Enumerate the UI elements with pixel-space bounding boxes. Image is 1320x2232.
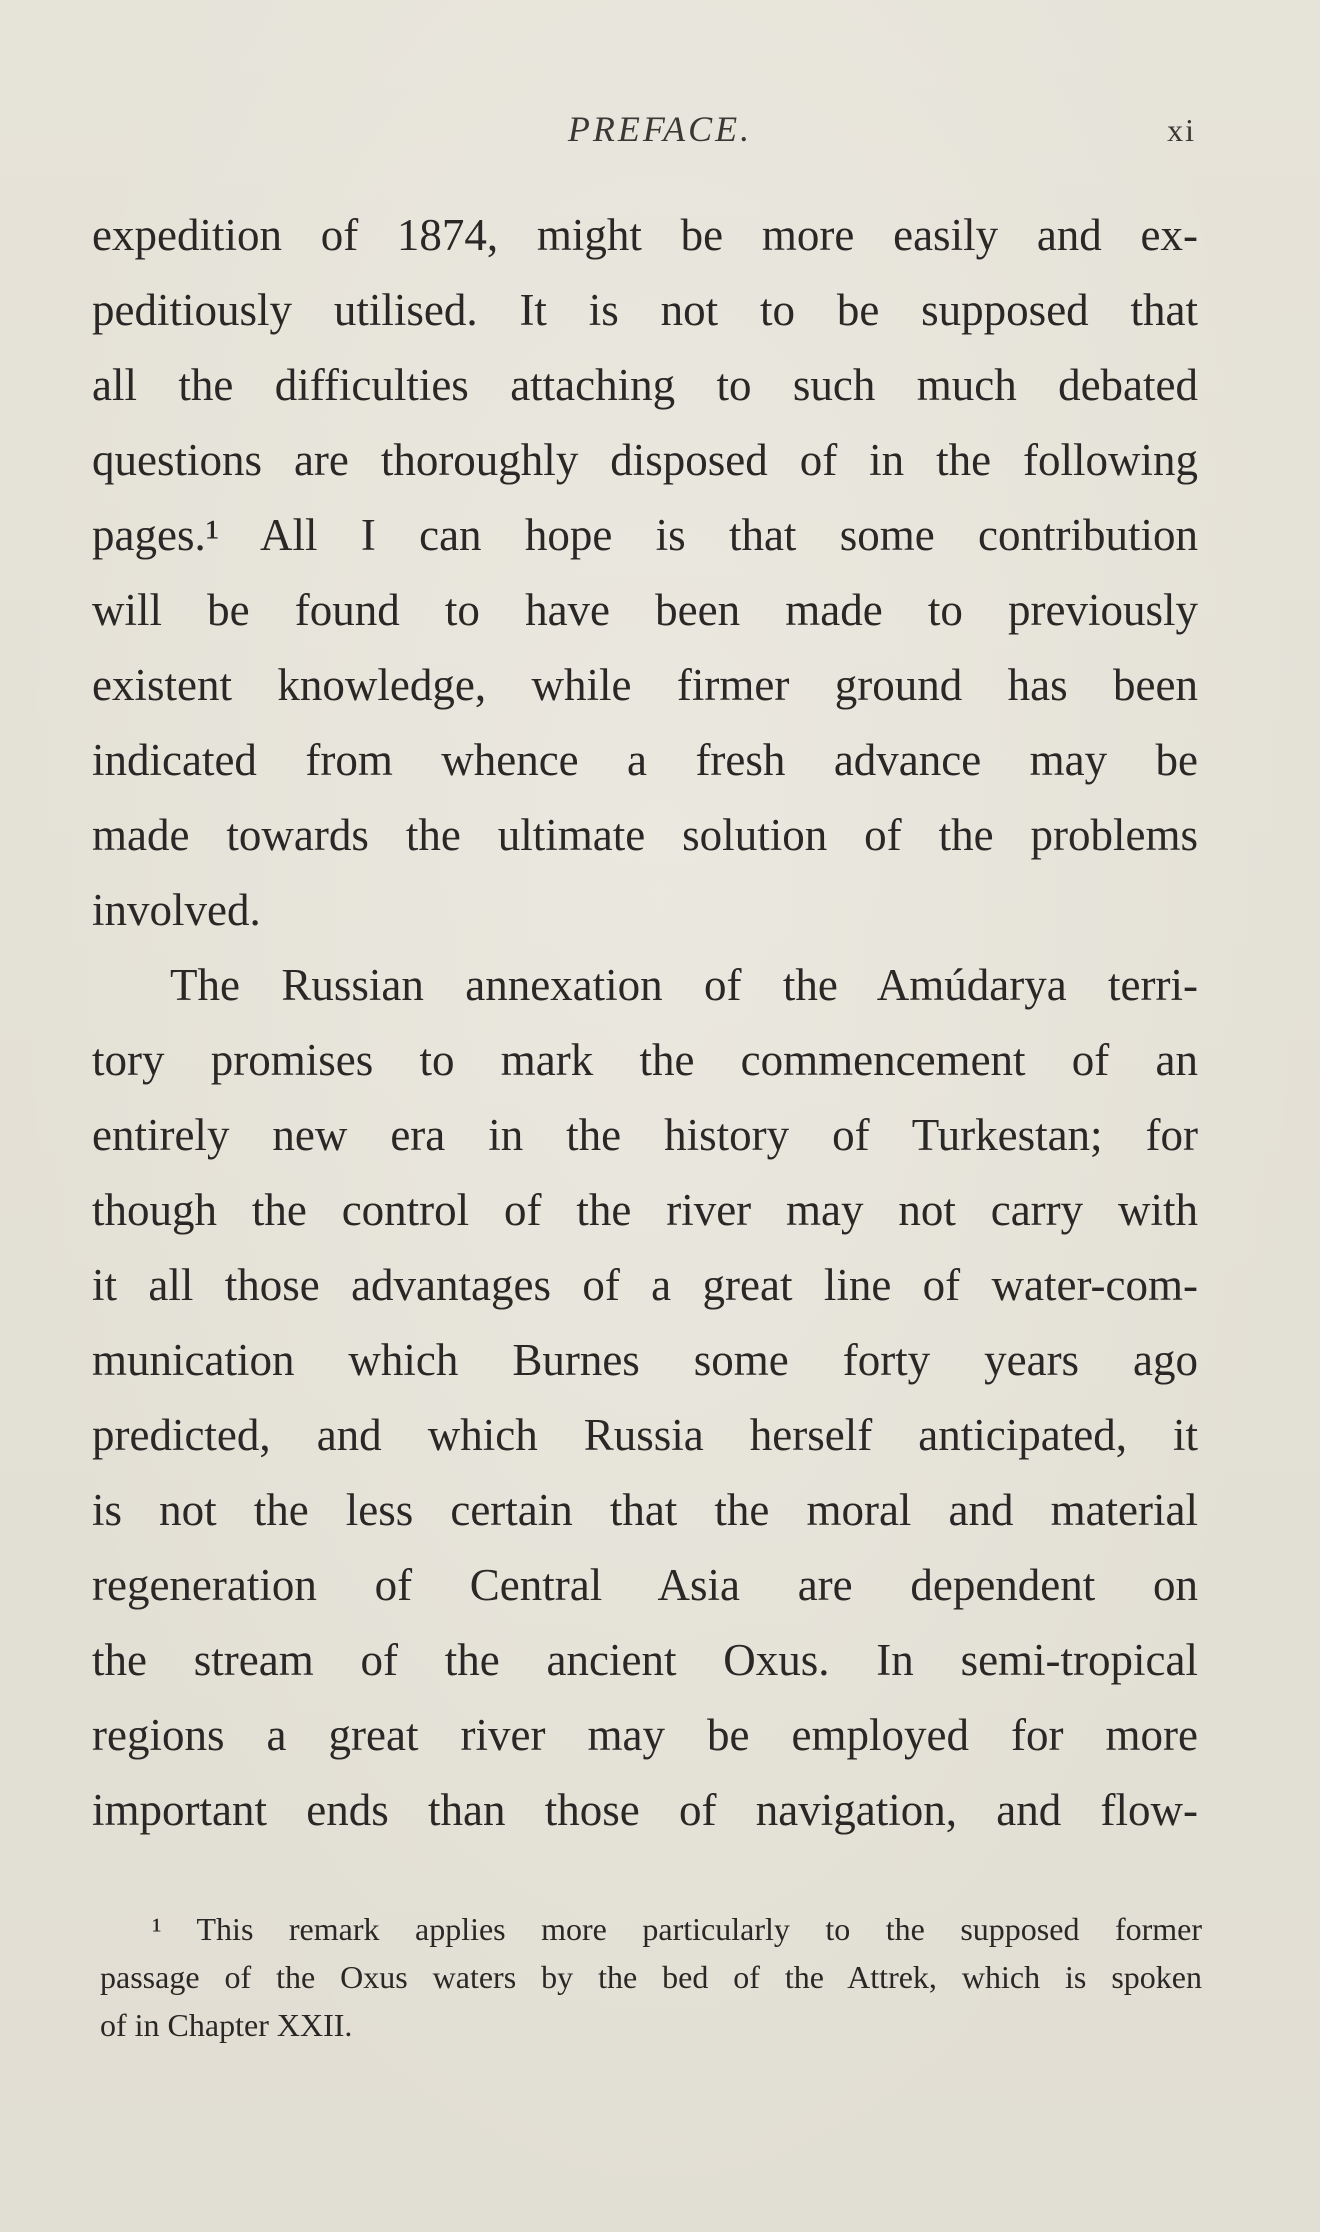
text-line: questions are thoroughly disposed of in the following <box>92 435 1198 485</box>
text-line: peditiously utilised. It is not to be supposed that <box>92 285 1198 335</box>
running-title: PREFACE. <box>567 109 753 149</box>
text-line: munication which Burnes some forty years ago <box>92 1335 1198 1385</box>
paragraph-start-line: The Russian annexation of the Amúdarya terri- <box>170 960 1198 1010</box>
text-line: indicated from whence a fresh advance may be <box>92 735 1198 785</box>
text-line: regions a great river may be employed for more <box>92 1710 1198 1760</box>
text-line: important ends than those of navigation, and flow- <box>92 1785 1198 1835</box>
text-line: the stream of the ancient Oxus. In semi-tropical <box>92 1635 1198 1685</box>
text-line: involved. <box>92 885 261 935</box>
text-line: is not the less certain that the moral and material <box>92 1485 1198 1535</box>
text-line: will be found to have been made to previously <box>92 585 1198 635</box>
text-line: though the control of the river may not carry with <box>92 1185 1198 1235</box>
text-line: existent knowledge, while firmer ground has been <box>92 660 1198 710</box>
text-line: all the difficulties attaching to such much debated <box>92 360 1198 410</box>
footnote-line: ¹ This remark applies more particularly to the supposed former <box>152 1911 1202 1947</box>
text-line: entirely new era in the history of Turkestan; for <box>92 1110 1198 1160</box>
footnote-line: of in Chapter XXII. <box>100 2007 353 2043</box>
page-number: xi <box>1167 112 1196 148</box>
body-text <box>92 198 1198 1848</box>
text-line: it all those advantages of a great line of water-com- <box>92 1260 1198 1310</box>
text-line: tory promises to mark the commencement of an <box>92 1035 1198 1085</box>
footnotes <box>100 1905 1202 2049</box>
text-line: pages.¹ All I can hope is that some contribution <box>92 510 1198 560</box>
text-line: made towards the ultimate solution of the problems <box>92 810 1198 860</box>
footnote-line: passage of the Oxus waters by the bed of the Attrek, which is spoken <box>100 1959 1202 1995</box>
text-line: expedition of 1874, might be more easily and ex- <box>92 210 1198 260</box>
text-line: regeneration of Central Asia are dependent on <box>92 1560 1198 1610</box>
running-head <box>0 108 1320 152</box>
text-line: predicted, and which Russia herself anticipated, it <box>92 1410 1198 1460</box>
